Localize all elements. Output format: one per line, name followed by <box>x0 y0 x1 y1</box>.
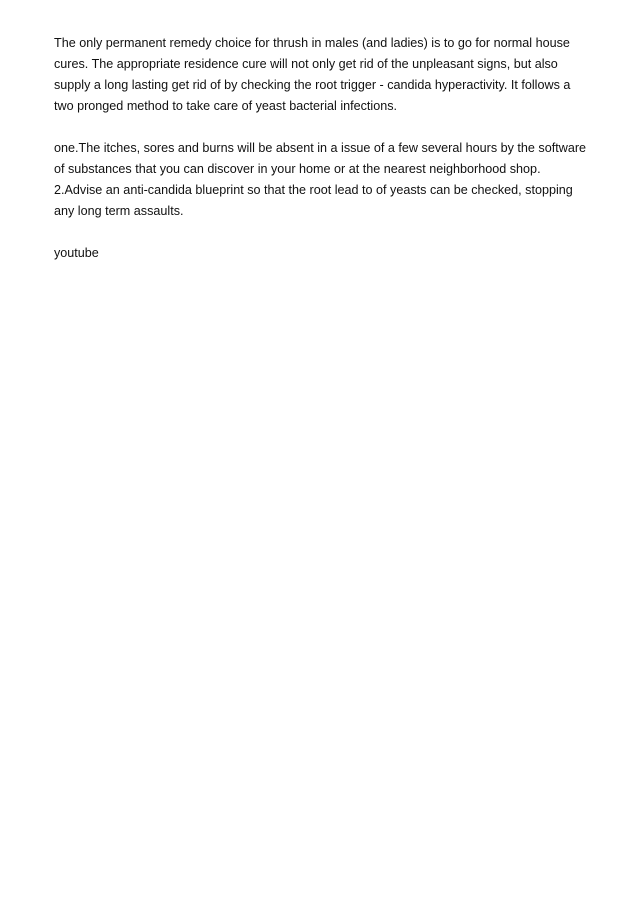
paragraph-spacer <box>54 117 589 138</box>
document-body <box>54 33 589 264</box>
intro-paragraph: The only permanent remedy choice for thrush in males (and ladies) is to go for normal house cures. The appropriate residence cure will not only get rid of the unpleasant signs, but also supply a long lasting get rid of by checking the root trigger - candida hyperactivity. It follows a two pronged method to take care of yeast bacterial infections. <box>54 36 571 113</box>
list-item-one: one.The itches, sores and burns will be absent in a issue of a few several hours by the software of substances that you can discover in your home or at the nearest neighborhood shop. <box>54 141 587 176</box>
youtube-text: youtube <box>54 246 99 260</box>
list-item-two: 2.Advise an anti-candida blueprint so that the root lead to of yeasts can be checked, stopping any long term assaults. <box>54 183 573 218</box>
paragraph-spacer <box>54 222 589 243</box>
